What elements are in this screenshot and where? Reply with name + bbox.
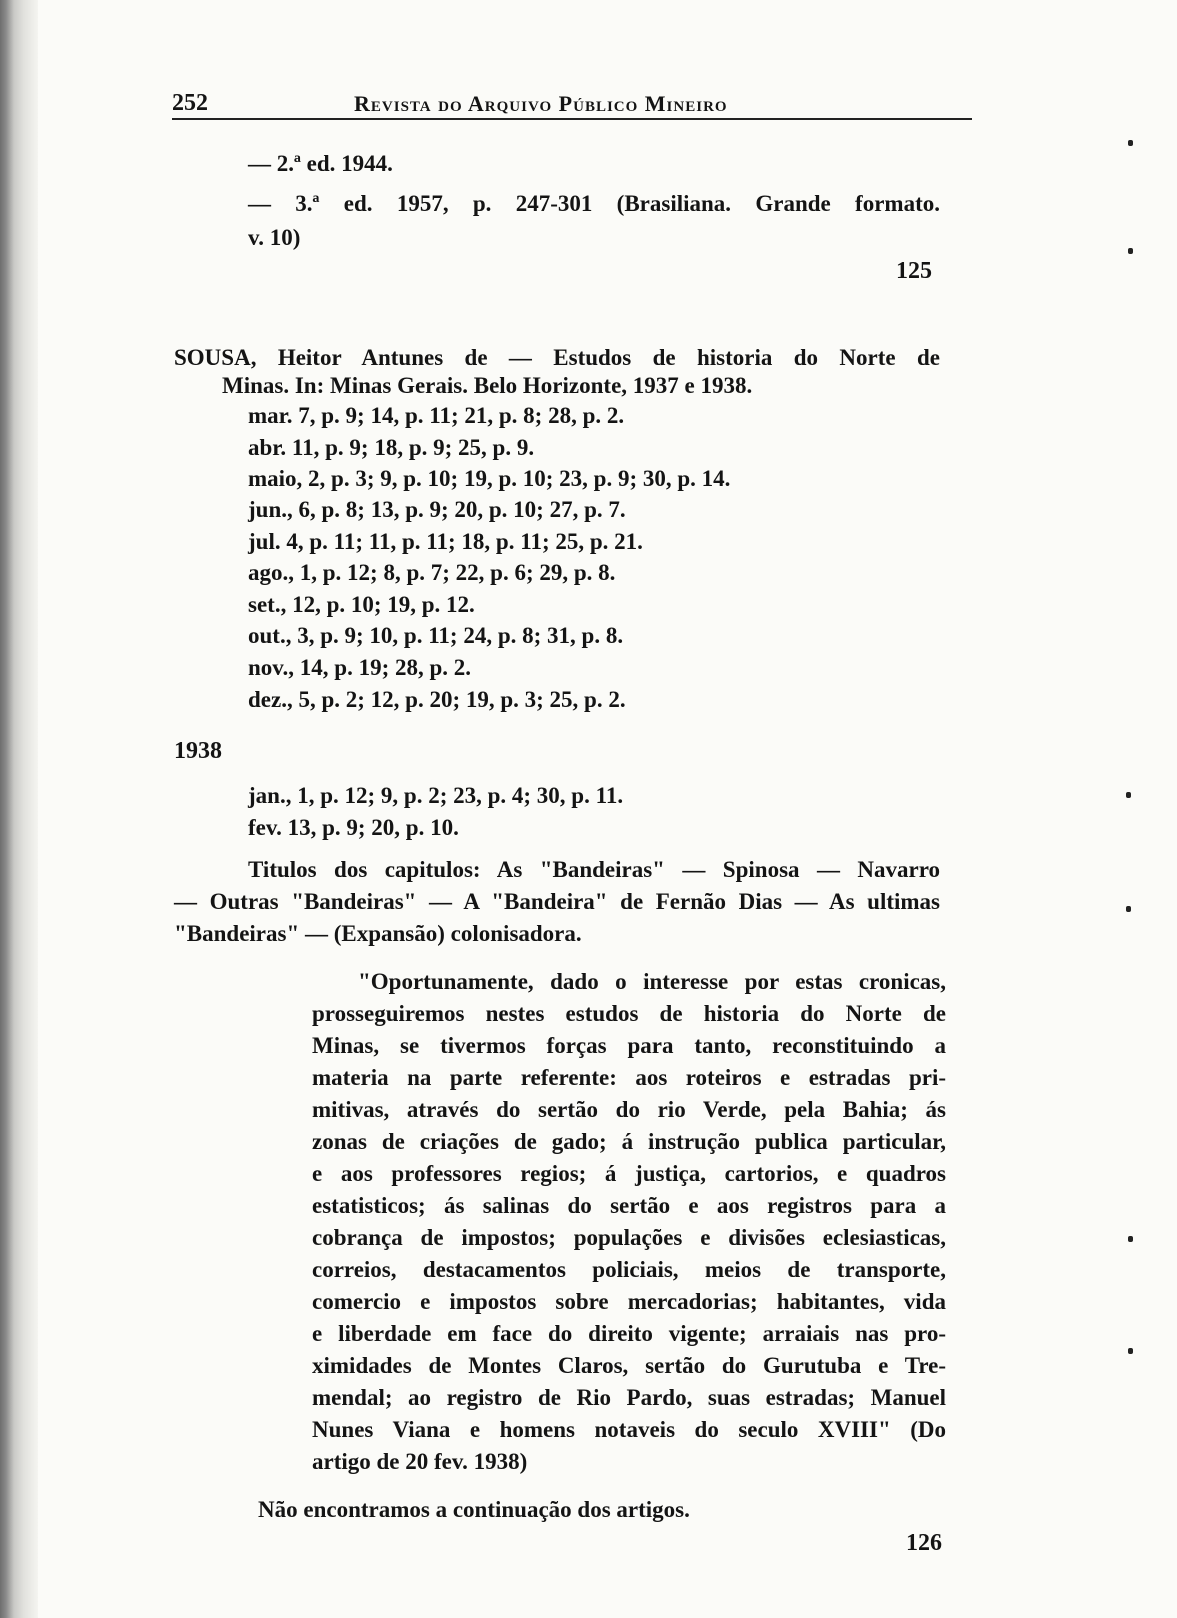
date-line: fev. 13, p. 9; 20, p. 10.: [248, 815, 459, 840]
running-title: Revista do Arquivo Público Mineiro: [354, 91, 728, 116]
chapters-line: Titulos dos capitulos: As "Bandeiras" — Spinosa — Navarro: [248, 857, 940, 882]
page-number: 252: [172, 90, 208, 116]
date-line: jan., 1, p. 12; 9, p. 2; 23, p. 4; 30, p. 11.: [248, 783, 624, 808]
citation-line: SOUSA, Heitor Antunes de — Estudos de historia do Norte de: [174, 345, 940, 370]
edition-line: — 3.ª ed. 1957, p. 247-301 (Brasiliana. Grande formato.: [248, 191, 940, 216]
entry-number: 125: [896, 258, 932, 284]
header-rule: [172, 118, 972, 120]
date-line: ago., 1, p. 12; 8, p. 7; 22, p. 6; 29, p. 8.: [248, 560, 616, 585]
quote-line: artigo de 20 fev. 1938): [312, 1449, 528, 1474]
date-line: jul. 4, p. 11; 11, p. 11; 18, p. 11; 25, p. 21.: [248, 529, 643, 554]
quote-line: comercio e impostos sobre mercadorias; habitantes, vida: [312, 1289, 946, 1314]
page-header: [172, 88, 972, 118]
chapters-line: "Bandeiras" — (Expansão) colonisadora.: [174, 921, 582, 946]
date-line: jun., 6, p. 8; 13, p. 9; 20, p. 10; 27, p. 7.: [248, 497, 626, 522]
date-line: set., 12, p. 10; 19, p. 12.: [248, 592, 475, 617]
closing-note: Não encontramos a continuação dos artigos.: [258, 1497, 690, 1522]
date-line: out., 3, p. 9; 10, p. 11; 24, p. 8; 31, p. 8.: [248, 623, 624, 648]
quote-line: zonas de criações de gado; á instrução publica particular,: [312, 1129, 946, 1154]
quote-line: mitivas, através do sertão do rio Verde, pela Bahia; ás: [312, 1097, 946, 1122]
edition-line: — 2.ª ed. 1944.: [248, 151, 393, 176]
quote-line: e liberdade em face do direito vigente; arraiais nas pro-: [312, 1321, 946, 1346]
quote-line: ximidades de Montes Claros, sertão do Gurutuba e Tre-: [312, 1353, 946, 1378]
date-line: mar. 7, p. 9; 14, p. 11; 21, p. 8; 28, p. 2.: [248, 403, 625, 428]
quote-line: materia na parte referente: aos roteiros e estradas pri-: [312, 1065, 946, 1090]
quote-line: "Oportunamente, dado o interesse por estas cronicas,: [358, 969, 946, 994]
date-line: dez., 5, p. 2; 12, p. 20; 19, p. 3; 25, p. 2.: [248, 687, 626, 712]
quote-line: prosseguiremos nestes estudos de historia do Norte de: [312, 1001, 946, 1026]
date-line: nov., 14, p. 19; 28, p. 2.: [248, 655, 472, 680]
quote-line: e aos professores regios; á justiça, cartorios, e quadros: [312, 1161, 946, 1186]
entry-number: 126: [906, 1530, 942, 1556]
date-line: abr. 11, p. 9; 18, p. 9; 25, p. 9.: [248, 435, 535, 460]
date-line: maio, 2, p. 3; 9, p. 10; 19, p. 10; 23, p. 9; 30, p. 14.: [248, 466, 731, 491]
quote-line: mendal; ao registro de Rio Pardo, suas estradas; Manuel: [312, 1385, 946, 1410]
edition-line: v. 10): [248, 225, 301, 250]
citation-line: Minas. In: Minas Gerais. Belo Horizonte, 1937 e 1938.: [222, 373, 753, 398]
quote-line: estatisticos; ás salinas do sertão e aos registros para a: [312, 1193, 946, 1218]
quote-line: Minas, se tivermos forças para tanto, reconstituindo a: [312, 1033, 946, 1058]
quote-line: Nunes Viana e homens notaveis do seculo XVIII" (Do: [312, 1417, 946, 1442]
quote-line: correios, destacamentos policiais, meios de transporte,: [312, 1257, 946, 1282]
quote-line: cobrança de impostos; populações e divisões eclesiasticas,: [312, 1225, 946, 1250]
chapters-line: — Outras "Bandeiras" — A "Bandeira" de Fernão Dias — As ultimas: [174, 889, 940, 914]
year-heading: 1938: [174, 738, 222, 764]
